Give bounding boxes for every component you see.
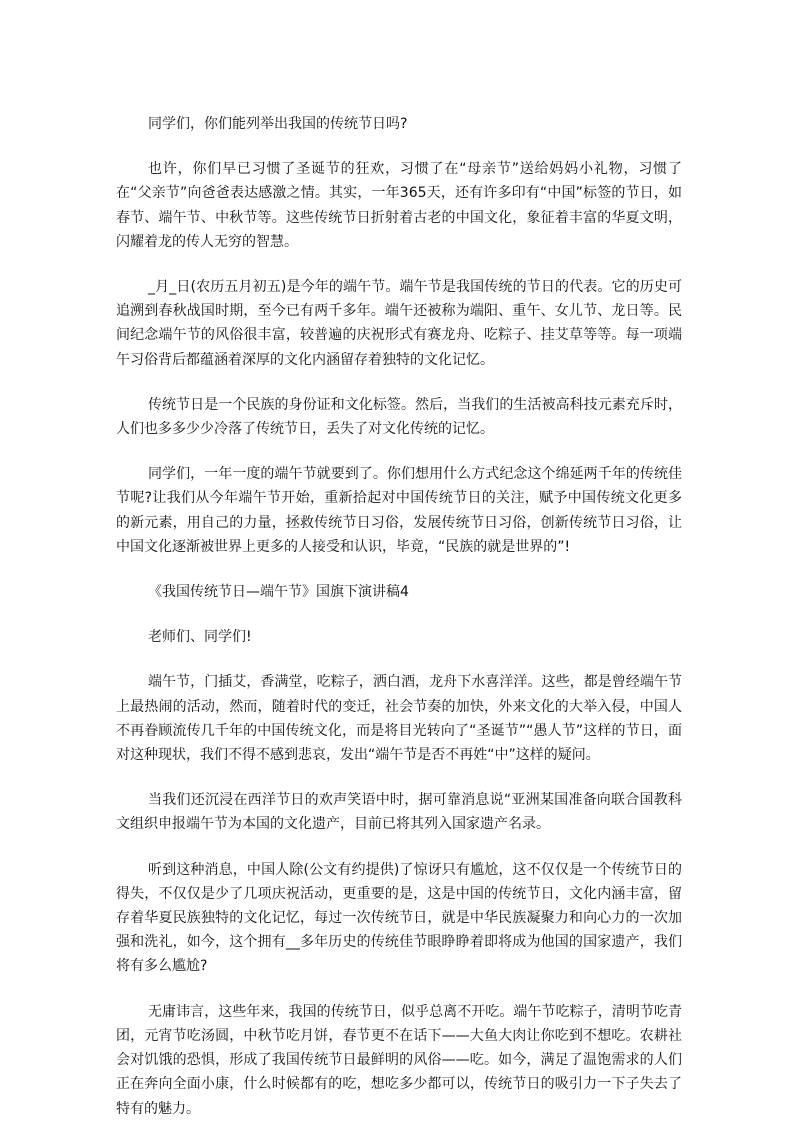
paragraph-embarrassment: 听到这种消息，中国人除(公文有约提供)了惊讶只有尴尬，这不仅仅是一个传统节日的得失，不仅仅是少了几项庆祝活动，更重要的是，这是中国的传统节日，文化内涵丰富，留存着华夏民族独特的文化记忆，每过一次传统节日，就是中华民族凝聚力和向心力的一次加强和洗礼，如今，这个拥有__多年历史的传统佳节眼睁睁着即将成为他国的国家遗产，我们将有多么尴尬? — [116, 861, 682, 975]
paragraph-spacer — [116, 254, 682, 275]
paragraph-spacer — [116, 604, 682, 625]
paragraph-spacer — [116, 441, 682, 462]
paragraph-spacer — [116, 767, 682, 788]
salutation: 老师们、同学们! — [148, 629, 252, 646]
document-body — [116, 112, 682, 1121]
paragraph-western-holidays: 也许，你们早已习惯了圣诞节的狂欢，习惯了在“母亲节”送给妈妈小礼物，习惯了在“父亲节”向爸爸表达感激之情。其实，一年365天，还有许多印有“中国”标签的节日，如春节、端午节、中秋节等。这些传统节日折射着古老的中国文化，象征着丰富的华夏文明，闪耀着龙的传人无穷的智慧。 — [116, 161, 682, 250]
paragraph-spacer — [116, 559, 682, 580]
paragraph-spacer — [116, 136, 682, 157]
paragraph-cultural-identity: 传统节日是一个民族的身份证和文化标签。然后，当我们的生活被高科技元素充斥时，人们也多多少少冷落了传统节日，丢失了对文化传统的记忆。 — [116, 396, 682, 438]
paragraph-spacer — [116, 837, 682, 858]
paragraph-spacer — [116, 649, 682, 670]
paragraph-heritage-news: 当我们还沉浸在西洋节日的欢声笑语中时，据可靠消息说“亚洲某国准备向联合国教科文组织申报端午节为本国的文化遗产，目前已将其列入国家遗产名录。 — [116, 792, 682, 833]
paragraph-food-customs: 无庸讳言，这些年来，我国的传统节日，似乎总离不开吃。端午节吃粽子，清明节吃青团，元宵节吃汤圆，中秋节吃月饼，春节更不在话下——大鱼大肉让你吃到不想吃。农耕社会对饥饿的恐惧，形成了我国传统节日最鲜明的风俗——吃。如今，满足了温饱需求的人们正在奔向全面小康，什么时候都有的吃，想吃多少都可以，传统节日的吸引力一下子失去了特有的魅力。 — [116, 1003, 682, 1117]
paragraph-call-to-action: 同学们，一年一度的端午节就要到了。你们想用什么方式纪念这个绵延两千年的传统佳节呢?让我们从今年端午节开始，重新拾起对中国传统节日的关注，赋予中国传统文化更多的新元素，用自己的力量，拯救传统节日习俗，发展传统节日习俗，创新传统节日习俗，让中国文化逐渐被世界上更多的人接受和认识，毕竟，“民族的就是世界的”! — [116, 466, 682, 555]
paragraph-dragon-boat-history: _月_日(农历五月初五)是今年的端午节。端午节是我国传统的节日的代表。它的历史可追溯到春秋战国时期，至今已有两千多年。端午还被称为端阳、重午、女儿节、龙日等。民间纪念端午节的风俗很丰富，较普遍的庆祝形式有赛龙舟、吃粽子、挂艾草等等。每一项端午习俗背后都蕴涵着深厚的文化内涵留存着独特的文化记忆。 — [116, 279, 682, 368]
paragraph-festival-customs: 端午节，门插艾，香满堂，吃粽子，洒白酒，龙舟下水喜洋洋。这些，都是曾经端午节上最热闹的活动，然而，随着时代的变迁，社会节奏的加快，外来文化的大举入侵，中国人不再眷顾流传几千年的中国传统文化，而是将目光转向了“圣诞节”“愚人节”这样的节日，面对这种现状，我们不得不感到悲哀，发出“端午节是否不再姓“中”这样的疑问。 — [116, 674, 682, 764]
paragraph-spacer — [116, 979, 682, 1000]
section-title: 《我国传统节日—端午节》国旗下演讲稿4 — [148, 584, 409, 601]
paragraph-spacer — [116, 372, 682, 393]
paragraph-intro-question: 同学们，你们能列举出我国的传统节日吗? — [148, 116, 408, 132]
